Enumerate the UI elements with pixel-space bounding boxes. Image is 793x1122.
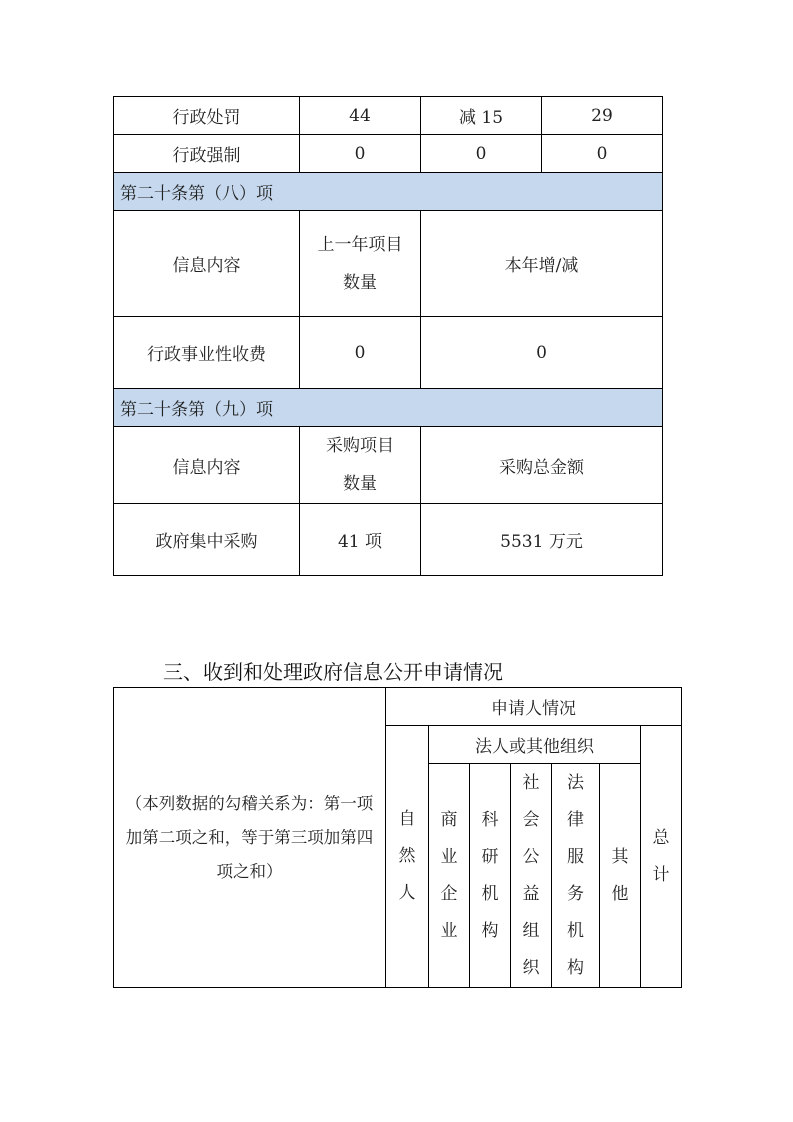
table-cell: 0 <box>300 135 421 173</box>
row-label: 行政强制 <box>114 135 300 173</box>
table-header-row <box>114 688 682 726</box>
table-row <box>114 97 663 135</box>
table-cell: 0 <box>300 317 421 389</box>
table-cell: 41 项 <box>300 504 421 576</box>
section-header: 第二十条第（九）项 <box>114 389 663 427</box>
note-cell: （本列数据的勾稽关系为：第一项加第二项之和，等于第三项加第四项之和） <box>114 688 386 988</box>
column-header: 信息内容 <box>114 427 300 504</box>
table-cell: 0 <box>421 135 542 173</box>
table-cell: 44 <box>300 97 421 135</box>
social-org-header: 社会公益组织 <box>511 764 552 988</box>
table-row <box>114 504 663 576</box>
column-header: 采购项目数量 <box>300 427 421 504</box>
table-row <box>114 317 663 389</box>
column-header: 上一年项目数量 <box>300 211 421 317</box>
table-cell: 减 15 <box>421 97 542 135</box>
section-header-row <box>114 389 663 427</box>
research-header: 科研机构 <box>470 764 511 988</box>
table-header-row <box>114 427 663 504</box>
legal-entity-header: 法人或其他组织 <box>429 726 641 764</box>
section-header-row <box>114 173 663 211</box>
section-header: 第二十条第（八）项 <box>114 173 663 211</box>
disclosure-table <box>113 96 663 576</box>
natural-person-header: 自然人 <box>386 726 429 988</box>
other-header: 其他 <box>600 764 641 988</box>
application-table <box>113 687 682 988</box>
table-cell: 5531 万元 <box>421 504 663 576</box>
legal-service-header: 法律服务机构 <box>552 764 600 988</box>
column-header: 采购总金额 <box>421 427 663 504</box>
table-header-row <box>114 211 663 317</box>
table-cell: 29 <box>542 97 663 135</box>
column-header: 本年增/减 <box>421 211 663 317</box>
table-cell: 0 <box>421 317 663 389</box>
table-cell: 0 <box>542 135 663 173</box>
row-label: 政府集中采购 <box>114 504 300 576</box>
applicant-header: 申请人情况 <box>386 688 682 726</box>
row-label: 行政事业性收费 <box>114 317 300 389</box>
row-label: 行政处罚 <box>114 97 300 135</box>
table-row <box>114 135 663 173</box>
section-title: 三、收到和处理政府信息公开申请情况 <box>163 660 503 684</box>
business-header: 商业企业 <box>429 764 470 988</box>
column-header: 信息内容 <box>114 211 300 317</box>
total-header: 总计 <box>641 726 682 988</box>
